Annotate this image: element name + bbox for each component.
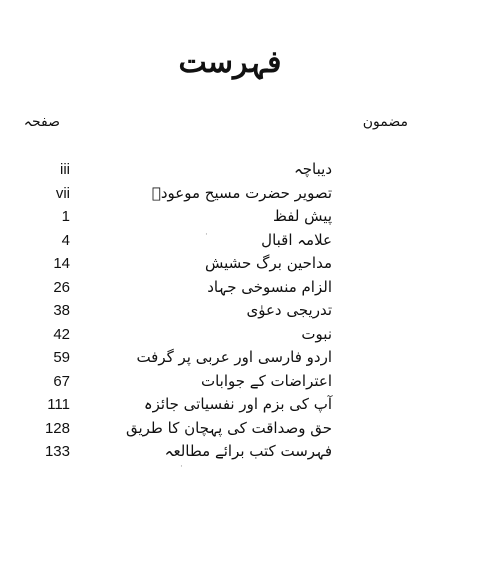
toc-page-number: 59 (53, 349, 70, 366)
toc-entry-title: اعتراضات کے جوابات (200, 371, 332, 390)
toc-entry-title: اردو فارسی اور عربی پر گرفت (136, 348, 332, 366)
toc-row (0, 346, 480, 370)
toc-entry-title: آپ کی بزم اور نفسیاتی جائزہ (143, 395, 332, 413)
toc-entry-title: مداحین برگ حشیش (204, 254, 332, 272)
toc-page-number: 42 (53, 325, 70, 343)
scan-speck: · (180, 462, 183, 472)
toc-page-number: 26 (53, 278, 70, 296)
toc-row (0, 182, 480, 206)
toc-page-number: 4 (61, 231, 70, 249)
toc-page-number: 14 (53, 255, 70, 272)
toc-row (0, 276, 480, 300)
toc-entry-title: نبوت (301, 324, 332, 343)
toc-row (0, 205, 480, 229)
page-title: فہرست (178, 45, 282, 80)
toc-row (0, 158, 480, 182)
toc-entry-title: الزام منسوخی جہاد (207, 277, 332, 296)
toc-page-number: vii (55, 184, 70, 202)
toc-page-number: 38 (53, 302, 70, 319)
toc-row (0, 252, 480, 276)
toc-row (0, 229, 480, 253)
toc-row (0, 323, 480, 347)
toc-row (0, 299, 480, 323)
toc-page-number: 67 (53, 372, 70, 390)
toc-page-number: 111 (47, 396, 70, 413)
page-column-header: صفحہ (23, 114, 60, 130)
toc-page-number: iii (60, 161, 70, 178)
subject-column-header: مضمون (362, 114, 408, 130)
toc-page-number: 1 (61, 208, 70, 225)
toc-page-number: 128 (44, 419, 70, 437)
toc-page-number: 133 (44, 443, 70, 460)
toc-list (0, 158, 480, 464)
toc-entry-title: علامہ اقبال (261, 230, 332, 249)
toc-entry-title: دیباچہ (293, 160, 332, 178)
toc-entry-title: پیش لفظ (273, 207, 332, 225)
toc-row (0, 440, 480, 464)
toc-row (0, 417, 480, 441)
toc-row (0, 393, 480, 417)
toc-entry-title: حق وصداقت کی پہچان کا طریق (125, 418, 332, 437)
toc-row (0, 370, 480, 394)
toc-entry-title: تصویر حضرت مسیح موعودؑ (151, 183, 332, 202)
toc-entry-title: فہرست کتب برائے مطالعہ (164, 442, 332, 460)
toc-entry-title: تدریجی دعوٰی (246, 301, 332, 319)
scan-speck: · (205, 230, 208, 240)
